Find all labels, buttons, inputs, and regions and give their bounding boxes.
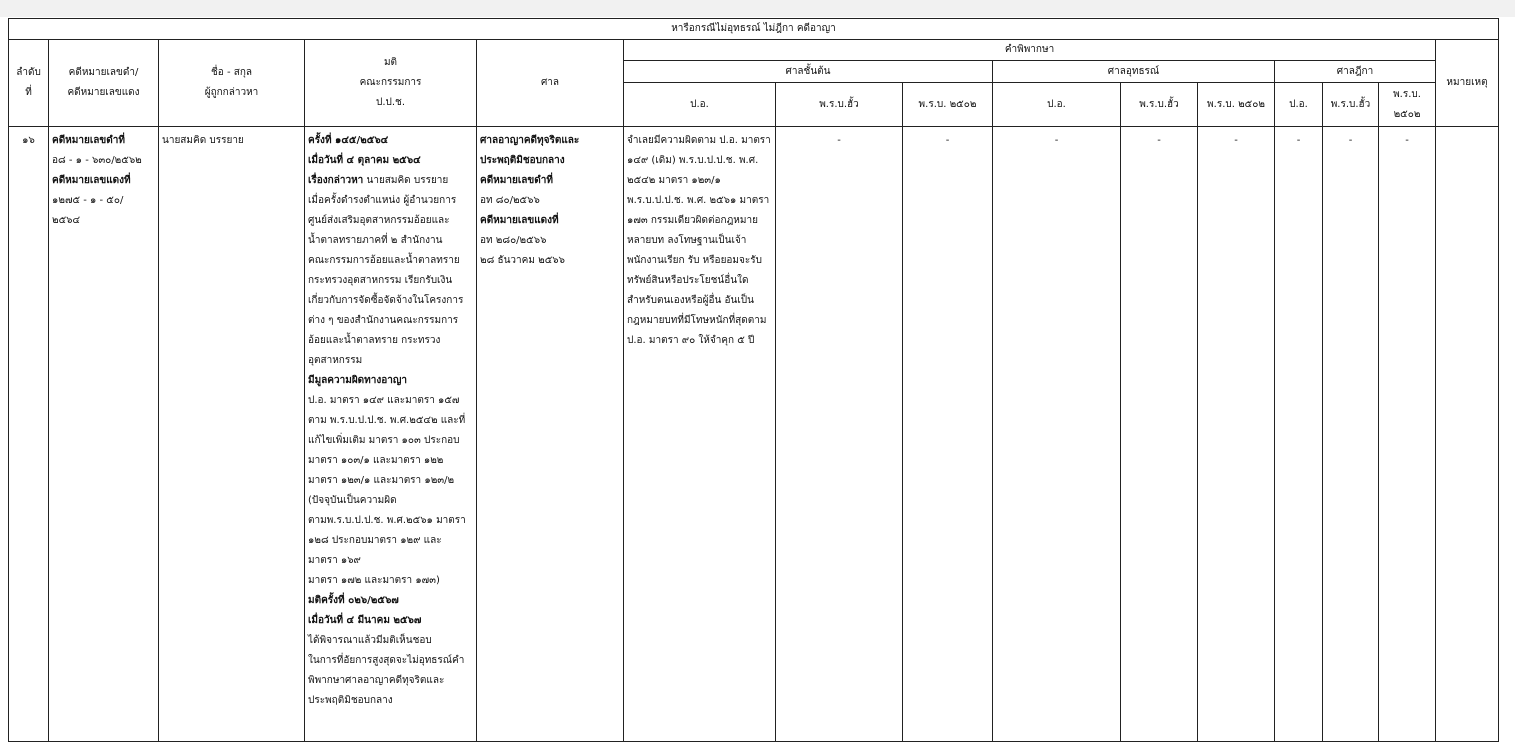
text-line [308,211,473,231]
text-line [308,291,473,311]
text-line [308,531,473,551]
text-line-content: ได้พิจารณาแล้วมีมติเห็นชอบ [308,635,432,646]
header-name [159,40,305,127]
cell-seq: ๑๖ [9,127,49,742]
text-line-content: เมื่อวันที่ ๔ ตุลาคม ๒๕๖๔ [308,155,421,166]
header-resolution-line3: ป.ป.ช. [375,97,406,108]
text-line [627,231,772,251]
text-line-content: ๑๒๗๕ - ๑ - ๕๐/ [52,195,124,206]
text-line [627,291,772,311]
text-line-content: ๒๘ ธันวาคม ๒๕๖๖ [480,255,565,266]
header-case-no [49,40,159,127]
text-line-content: คณะกรรมการอ้อยและน้ำตาลทราย [308,255,460,266]
text-line-content: (ปัจจุบันเป็นความผิด [308,495,397,506]
cell-supreme-criminal-code: - [1275,127,1323,742]
header-appeal-act-2502: พ.ร.บ. ๒๕๐๒ [1198,83,1275,127]
text-line-content: อ้อยและน้ำตาลทราย กระทรวง [308,335,441,346]
text-line [52,131,155,151]
header-supreme-act-2502-line1: พ.ร.บ. [1393,88,1421,100]
table-title: หารือกรณีไม่อุทธรณ์ ไม่ฎีกา คดีอาญา [9,19,1499,40]
text-line-content: ๒๕๖๔ [52,215,81,226]
text-line-content: มาตรา ๑๒๓/๑ และมาตรา ๑๒๓/๒ [308,475,455,486]
text-line [480,231,620,251]
text-line [52,211,155,231]
header-case-no-line1: คดีหมายเลขดำ/ [68,67,139,78]
text-line-content: คดีหมายเลขแดงที่ [52,175,131,186]
text-line-content: หลายบท ลงโทษฐานเป็นเจ้า [627,235,747,246]
text-line-content: ศูนย์ส่งเสริมอุตสาหกรรมอ้อยและ [308,215,450,226]
header-court: ศาล [477,40,624,127]
text-line [308,151,473,171]
text-line [308,311,473,331]
text-line-content: ต่าง ๆ ของสำนักงานคณะกรรมการ [308,315,459,326]
text-line [480,171,620,191]
text-line-content: สำหรับตนเองหรือผู้อื่น อันเป็น [627,295,754,306]
header-first-act-2502: พ.ร.บ. ๒๕๐๒ [903,83,993,127]
header-resolution-line1: มติ [383,57,398,68]
text-line [308,391,473,411]
cell-first-criminal-code [624,127,776,742]
text-line [480,191,620,211]
text-line [308,451,473,471]
text-line [480,251,620,271]
header-seq [9,40,49,127]
text-line-content: ทรัพย์สินหรือประโยชน์อื่นใด [627,275,749,286]
text-line [308,671,473,691]
text-line-content: ๑๒๘ ประกอบมาตรา ๑๒๙ และ [308,535,442,546]
text-line [308,251,473,271]
text-line-content: อ๘ - ๑ - ๖๓๐/๒๕๖๒ [52,155,142,166]
header-name-line2: ผู้ถูกกล่าวหา [204,87,259,98]
text-line [627,211,772,231]
text-line-content: น้ำตาลทรายภาคที่ ๒ สำนักงาน [308,235,443,246]
text-line-content: เมื่อวันที่ ๔ มีนาคม ๒๕๖๗ [308,615,422,626]
text-line-content: มาตรา ๑๖๙ [308,555,361,566]
text-line-content: เกี่ยวกับการจัดซื้อจัดจ้างในโครงการ [308,295,464,306]
text-line-content: อท ๒๘๐/๒๕๖๖ [480,235,547,246]
header-court-appeal: ศาลอุทธรณ์ [993,61,1275,83]
case-table [8,18,1499,742]
header-resolution-line2: คณะกรรมการ [359,77,422,88]
text-line-rest: นายสมคิด บรรยาย [363,175,449,186]
text-line-content: คดีหมายเลขดำที่ [52,135,125,146]
text-line [308,651,473,671]
text-line [308,511,473,531]
text-line [52,191,155,211]
text-line [308,631,473,651]
text-line-content: แก้ไขเพิ่มเติม มาตรา ๑๐๓ ประกอบ [308,435,460,446]
text-line-content: ประพฤติมิชอบกลาง [308,695,393,706]
text-line-content: จำเลยมีความผิดตาม ป.อ. มาตรา [627,135,771,146]
text-line [52,171,155,191]
header-case-no-line2: คดีหมายเลขแดง [67,87,140,98]
text-line [308,691,473,711]
cell-appeal-act-hua: - [1121,127,1198,742]
text-line [308,471,473,491]
text-line [308,591,473,611]
text-line [308,131,473,151]
text-line [308,571,473,591]
text-line-content: ๑๗๓ กรรมเดียวผิดต่อกฎหมาย [627,215,758,226]
cell-first-act-hua: - [776,127,903,742]
header-supreme-act-hua: พ.ร.บ.ฮั้ว [1323,83,1379,127]
header-appeal-criminal-code: ป.อ. [993,83,1121,127]
text-line-content: อุตสาหกรรม [308,355,363,366]
header-supreme-act-2502-line2: ๒๕๐๒ [1393,108,1421,120]
header-appeal-act-hua: พ.ร.บ.ฮั้ว [1121,83,1198,127]
table-row [9,127,1499,742]
text-line-content: ๑๔๙ (เดิม) พ.ร.บ.ป.ป.ช. พ.ศ. [627,155,759,166]
text-line-content: ประพฤติมิชอบกลาง [480,155,565,166]
text-line [308,611,473,631]
cell-supreme-act-2502: - [1379,127,1436,742]
cell-remark [1436,127,1499,742]
cell-name: นายสมคิด บรรยาย [159,127,305,742]
text-line [627,151,772,171]
text-line-content: ตาม พ.ร.บ.ป.ป.ช. พ.ศ.๒๕๔๒ และที่ [308,415,466,426]
text-line-content: คดีหมายเลขแดงที่ [480,215,559,226]
cell-resolution [305,127,477,742]
header-seq-line1: ลำดับ [16,67,41,78]
header-first-criminal-code: ป.อ. [624,83,776,127]
text-line-content: ครั้งที่ ๑๔๕/๒๕๖๔ [308,135,389,146]
cell-case-no [49,127,159,742]
text-line-content: คดีหมายเลขดำที่ [480,175,553,186]
text-line [308,491,473,511]
text-line [308,431,473,451]
cell-appeal-act-2502: - [1198,127,1275,742]
text-line-content: มาตรา ๑๗๒ และมาตรา ๑๗๓) [308,575,440,586]
text-line [308,371,473,391]
text-line [308,411,473,431]
text-line [627,171,772,191]
header-resolution [305,40,477,127]
text-line [480,151,620,171]
text-line [627,271,772,291]
cell-court [477,127,624,742]
header-court-supreme: ศาลฎีกา [1275,61,1436,83]
text-line-content: พ.ร.บ.ป.ป.ช. พ.ศ. ๒๕๖๑ มาตรา [627,195,770,206]
text-line [627,131,772,151]
text-line-content: กฎหมายบทที่มีโทษหนักที่สุดตาม [627,315,767,326]
text-line [308,191,473,211]
text-line-content: อท ๘๐/๒๕๖๖ [480,195,540,206]
header-remark: หมายเหตุ [1436,40,1499,127]
text-line [308,331,473,351]
text-line [308,271,473,291]
header-judgment: คำพิพากษา [624,40,1436,61]
text-line-content: เมื่อครั้งดำรงตำแหน่ง ผู้อำนวยการ [308,195,457,206]
text-line-content: มติครั้งที่ ๐๒๖/๒๕๖๗ [308,595,399,606]
text-line [627,311,772,331]
text-line-content: ป.อ. มาตรา ๑๔๙ และมาตรา ๑๕๗ [308,395,460,406]
text-line [480,211,620,231]
viewer-top-bar [0,0,1515,17]
text-line-content: มาตรา ๑๐๓/๑ และมาตรา ๑๒๒ [308,455,444,466]
text-line [52,151,155,171]
text-line-content: ๒๕๔๒ มาตรา ๑๒๓/๑ [627,175,721,186]
header-name-line1: ชื่อ - สกุล [210,67,253,78]
text-line [627,191,772,211]
text-line-content: ศาลอาญาคดีทุจริตและ [480,135,580,146]
text-line [308,231,473,251]
text-line-content: พิพากษาศาลอาญาคดีทุจริตและ [308,675,445,686]
text-line-content: ตามพ.ร.บ.ป.ป.ช. พ.ศ.๒๕๖๑ มาตรา [308,515,466,526]
text-line-content: มีมูลความผิดทางอาญา [308,375,408,386]
header-seq-line2: ที่ [25,87,32,98]
text-line [308,171,473,191]
text-line-content: ป.อ. มาตรา ๙๐ ให้จำคุก ๕ ปี [627,335,755,346]
header-supreme-criminal-code: ป.อ. [1275,83,1323,127]
text-line-content: กระทรวงอุตสาหกรรม เรียกรับเงิน [308,275,453,286]
cell-first-act-2502: - [903,127,993,742]
text-line-content: พนักงานเรียก รับ หรือยอมจะรับ [627,255,762,266]
header-supreme-act-2502 [1379,83,1436,127]
text-line [480,131,620,151]
cell-appeal-criminal-code: - [993,127,1121,742]
header-court-first: ศาลชั้นต้น [624,61,993,83]
text-line-content: เรื่องกล่าวหา [308,175,364,186]
text-line [627,251,772,271]
text-line [627,331,772,351]
header-first-act-hua: พ.ร.บ.ฮั้ว [776,83,903,127]
text-line-content: ในการที่อัยการสูงสุดจะไม่อุทธรณ์คำ [308,655,465,666]
text-line [308,551,473,571]
text-line [308,351,473,371]
cell-supreme-act-hua: - [1323,127,1379,742]
